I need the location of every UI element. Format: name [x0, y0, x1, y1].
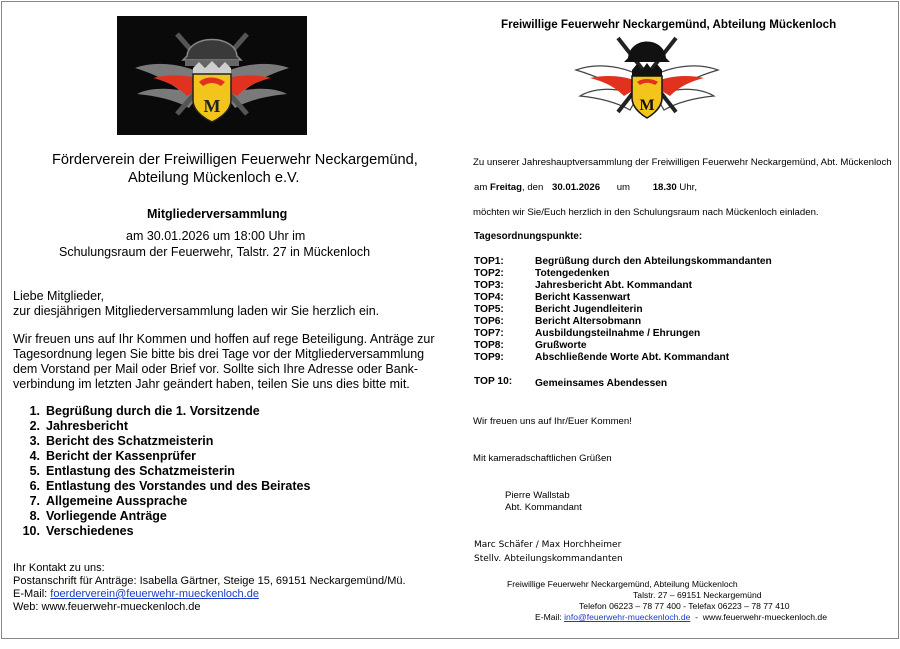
feuerwehr-logo — [572, 30, 722, 130]
left-para-3: dem Vorstand per Mail oder Brief vor. Sollte sich Ihre Adresse oder Bank- — [13, 362, 419, 376]
top-key: TOP3: — [474, 280, 504, 291]
top-text: Ausbildungsteilnahme / Ehrungen — [535, 328, 701, 339]
sign-name: Pierre Wallstab — [505, 490, 570, 501]
logo-letter-left: M — [203, 96, 221, 116]
left-agenda-item: 1. Begrüßung durch die 1. Vorsitzende — [29, 404, 260, 418]
left-agenda-item: 5. Entlastung des Schatzmeisterin — [29, 464, 235, 478]
right-intro: Zu unserer Jahreshauptversammlung der Freiwilligen Feuerwehr Neckargemünd, Abt. Mückenloch — [473, 157, 892, 168]
top-text: Abschließende Worte Abt. Kommandant — [535, 352, 730, 363]
contact-post: Postanschrift für Anträge: Isabella Gärtner, Steige 15, 69151 Neckargemünd/Mü. — [13, 575, 406, 587]
top10-key: TOP 10: — [474, 376, 513, 387]
deputies-role: Stellv. Abteilungskommandanten — [474, 554, 623, 564]
footer-email-link[interactable]: info@feuerwehr-mueckenloch.de — [564, 612, 691, 622]
top-key: TOP6: — [474, 316, 504, 327]
top-text: Begrüßung durch den Abteilungskommandanten — [535, 256, 772, 267]
left-agenda — [16, 404, 310, 539]
left-agenda-item: 7. Allgemeine Aussprache — [29, 494, 188, 508]
right-invite: möchten wir Sie/Euch herzlich in den Schulungsraum nach Mückenloch einladen. — [473, 207, 819, 218]
left-greeting-2: zur diesjährigen Mitgliederversammlung laden wir Sie herzlich ein. — [13, 304, 380, 318]
left-greeting-1: Liebe Mitglieder, — [13, 289, 105, 303]
foerderverein-logo — [117, 16, 307, 135]
top-key: TOP1: — [474, 256, 504, 267]
top-key: TOP7: — [474, 328, 504, 339]
top-text: Bericht Jugendleiterin — [535, 304, 643, 315]
right-footer-1: Freiwillige Feuerwehr Neckargemünd, Abteilung Mückenloch — [507, 579, 738, 589]
left-date-line: am 30.01.2026 um 18:00 Uhr im — [126, 229, 306, 243]
right-header: Freiwillige Feuerwehr Neckargemünd, Abteilung Mückenloch — [501, 18, 837, 31]
left-agenda-item: 4. Bericht der Kassenprüfer — [29, 449, 197, 463]
left-subtitle: Mitgliederversammlung — [147, 207, 288, 221]
top-text: Bericht Kassenwart — [535, 292, 631, 303]
top-text: Bericht Altersobmann — [535, 316, 642, 327]
left-agenda-item: 3. Bericht des Schatzmeisterin — [29, 434, 214, 448]
right-footer-3: Telefon 06223 – 78 77 400 - Telefax 06223 – 78 77 410 — [579, 601, 790, 611]
left-heading-line1: Förderverein der Freiwilligen Feuerwehr Neckargemünd, — [52, 152, 418, 168]
top10-text: Gemeinsames Abendessen — [535, 378, 668, 389]
deputies-names: Marc Schäfer / Max Horchheimer — [474, 540, 622, 550]
logo-letter-right: M — [639, 97, 655, 114]
top-text: Jahresbericht Abt. Kommandant — [535, 280, 692, 291]
left-heading-line2: Abteilung Mückenloch e.V. — [128, 170, 300, 186]
left-agenda-item: 8. Vorliegende Anträge — [29, 509, 167, 523]
left-para-2: Tagesordnung legen Sie bitte bis drei Tage vor der Mitgliederversammlung — [13, 347, 425, 361]
contact-web: Web: www.feuerwehr-mueckenloch.de — [13, 601, 201, 613]
top-text: Totengedenken — [535, 268, 610, 279]
right-closing-1: Wir freuen uns auf Ihr/Euer Kommen! — [473, 416, 632, 427]
contact-title: Ihr Kontakt zu uns: — [13, 562, 105, 574]
top-key: TOP9: — [474, 352, 504, 363]
left-place-line: Schulungsraum der Feuerwehr, Talstr. 27 in Mückenloch — [59, 245, 371, 259]
left-para-1: Wir freuen uns auf Ihr Kommen und hoffen auf rege Beteiligung. Anträge zur — [13, 332, 435, 346]
top-key: TOP5: — [474, 304, 504, 315]
top-key: TOP8: — [474, 340, 504, 351]
right-footer-2: Talstr. 27 – 69151 Neckargemünd — [633, 590, 762, 600]
left-para-4: verbindung im letzten Jahr geändert haben, teilen Sie uns dies bitte mit. — [13, 377, 410, 391]
contact-email-link[interactable]: foerderverein@feuerwehr-mueckenloch.de — [50, 588, 259, 600]
left-agenda-item: 2. Jahresbericht — [29, 419, 128, 433]
right-footer-4: E-Mail: info@feuerwehr-mueckenloch.de - www.feuerwehr-mueckenloch.de — [535, 612, 827, 622]
top-text: Grußworte — [535, 340, 587, 351]
sign-role: Abt. Kommandant — [505, 502, 582, 513]
right-agenda-title: Tagesordnungspunkte: — [474, 231, 583, 242]
left-agenda-item: 6. Entlastung des Vorstandes und des Beirates — [29, 479, 311, 493]
right-date-line: am Freitag, den 30.01.2026 um 18.30 Uhr, — [474, 182, 697, 193]
top-key: TOP4: — [474, 292, 504, 303]
left-contact — [13, 562, 406, 614]
left-agenda-item: 10. Verschiedenes — [22, 524, 134, 538]
contact-email-line: E-Mail: foerderverein@feuerwehr-mueckenloch.de — [13, 588, 259, 600]
top-key: TOP2: — [474, 268, 504, 279]
right-closing-2: Mit kameradschaftlichen Grüßen — [473, 453, 612, 464]
